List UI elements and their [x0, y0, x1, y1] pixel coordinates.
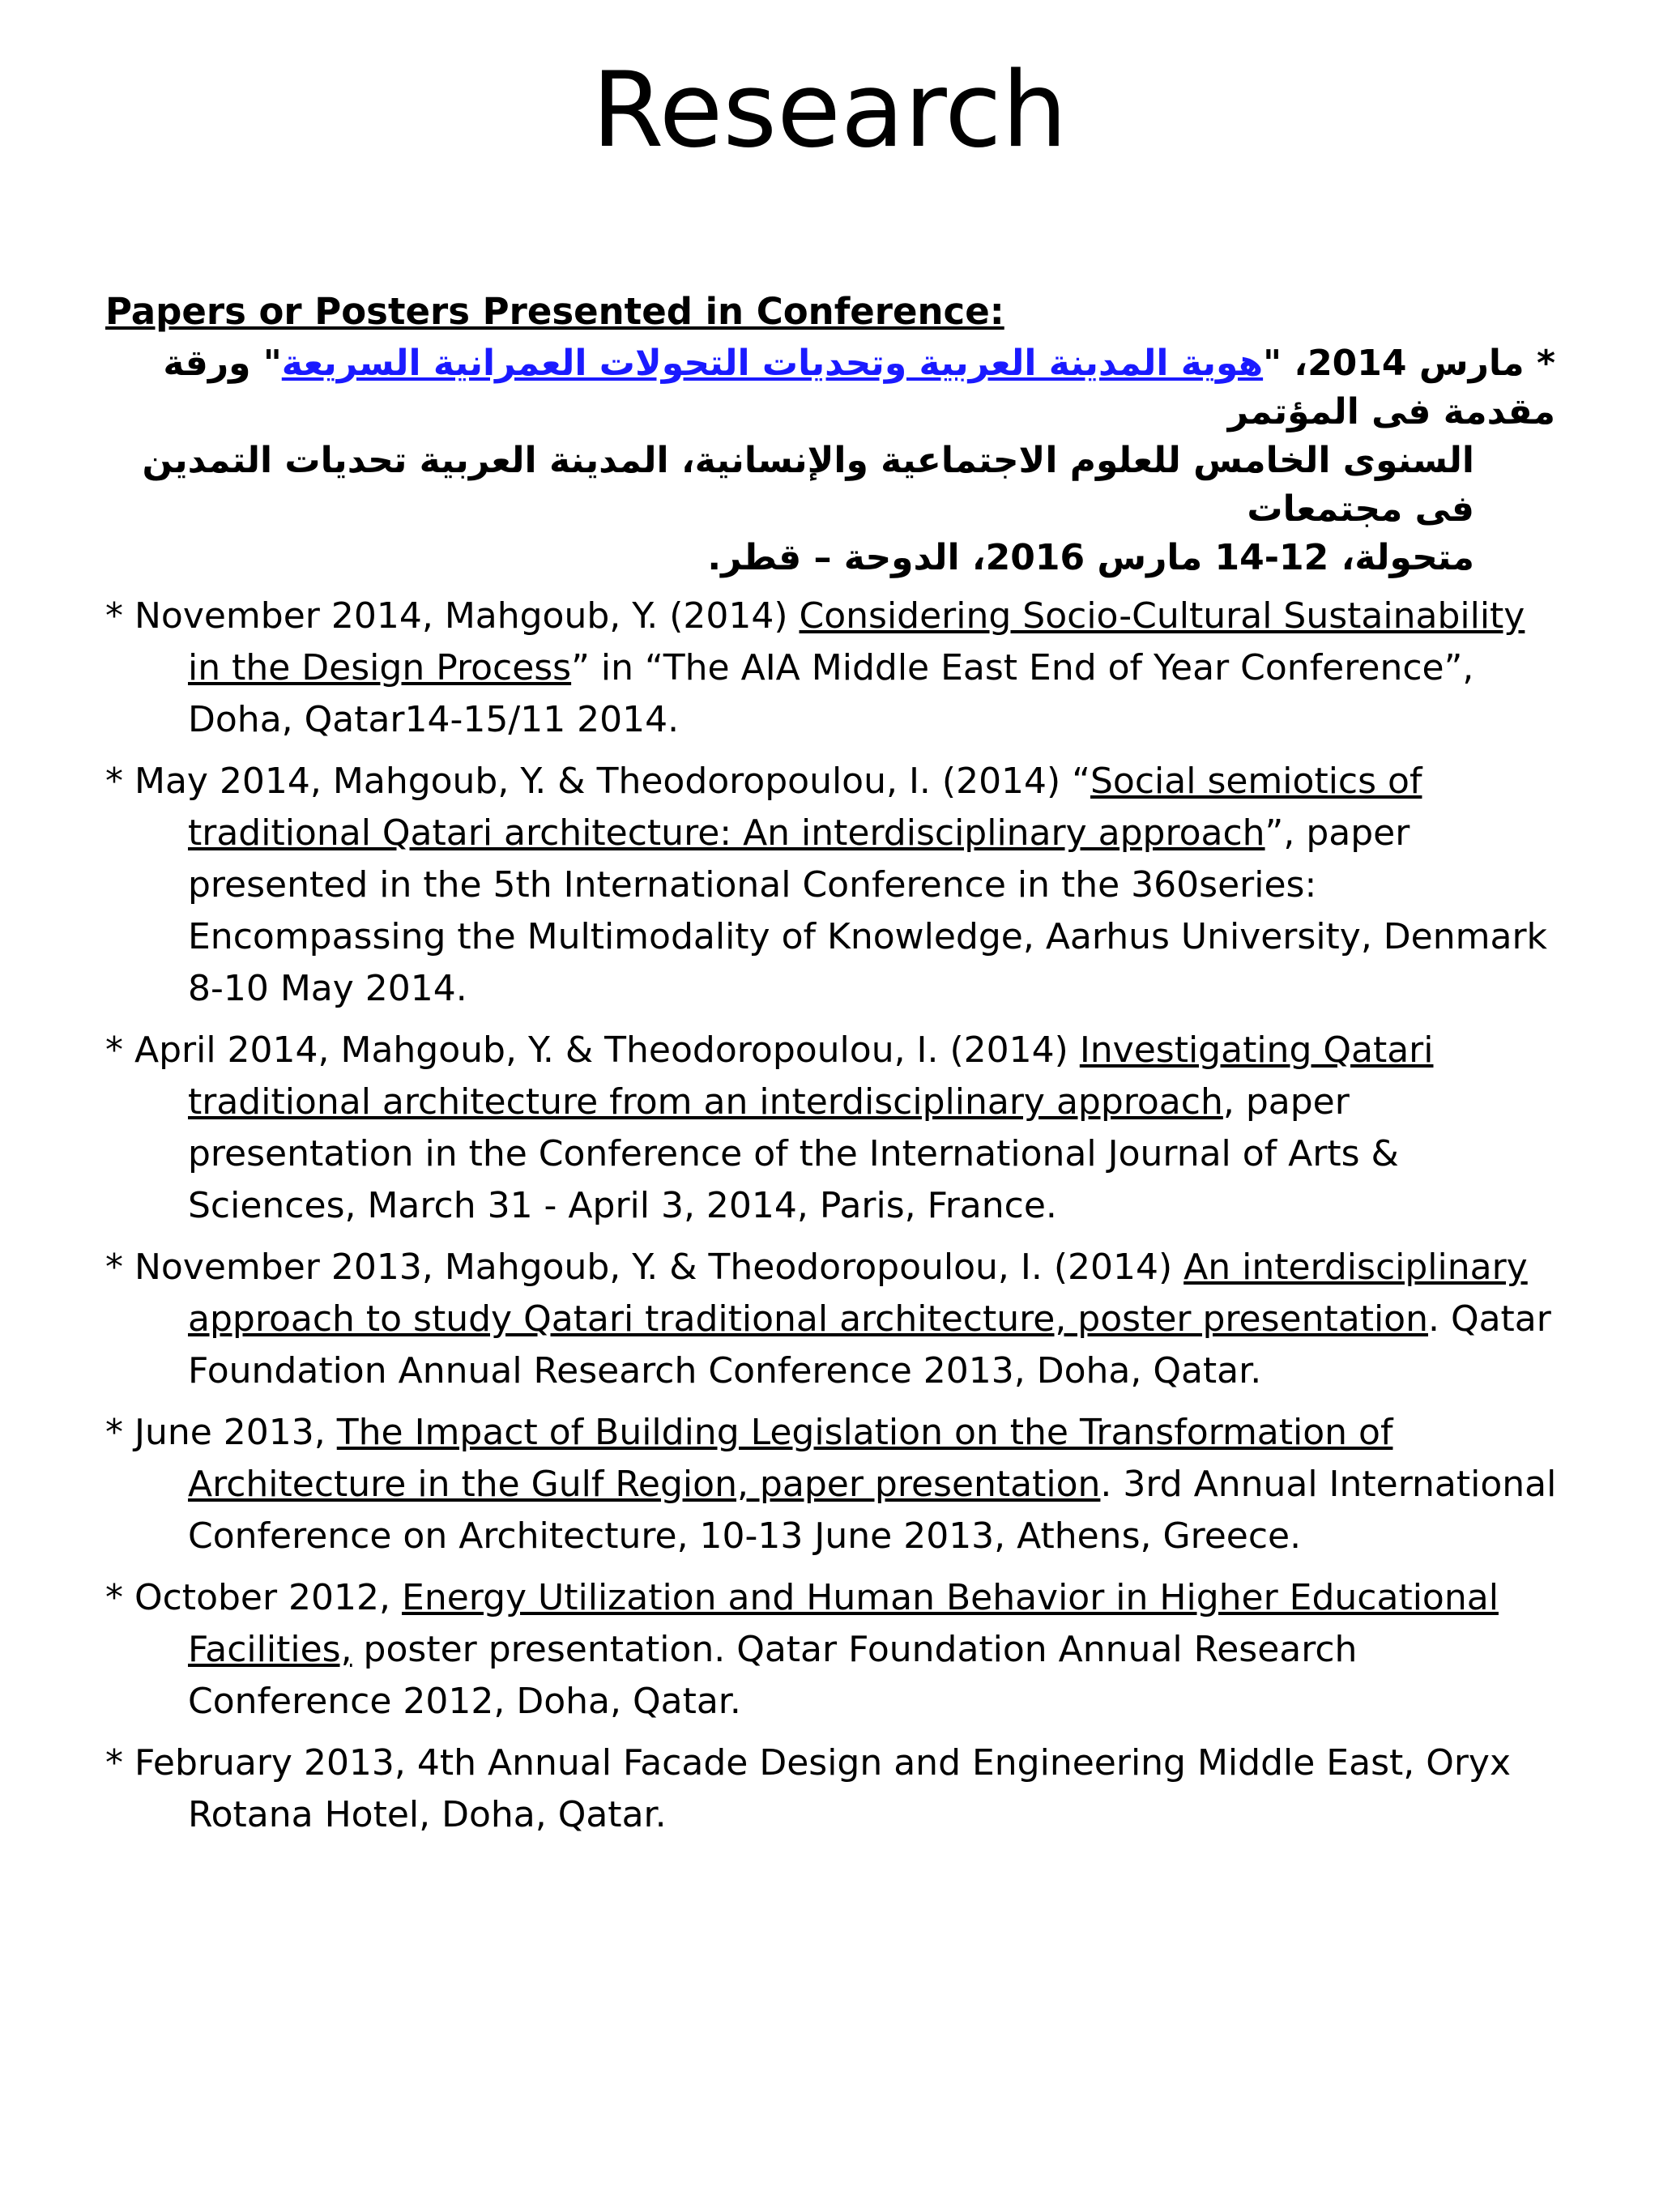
entry-title: An interdisciplinary approach to study Qatari traditional architecture, poster presentation: [188, 1247, 1528, 1340]
arabic-entry-line3: متحولة، 12-14 مارس 2016، الدوحة – قطر.: [707, 537, 1474, 578]
entry-text: * April 2014, Mahgoub, Y. & Theodoropoulou, I. (2014): [105, 1029, 1080, 1071]
section-heading: Papers or Posters Presented in Conference:: [105, 290, 1004, 333]
entry-text: . Qatar Foundation Annual Research Conference 2013, Doha, Qatar.: [188, 1298, 1551, 1392]
entry-title: Social semiotics of traditional Qatari architecture: An interdisciplinary approach: [188, 761, 1422, 854]
list-item: [105, 1025, 1563, 1232]
entry-text: * October 2012,: [105, 1577, 403, 1618]
arabic-entry-link[interactable]: هوية المدينة العربية وتحديات التحولات العمرانية السريعة: [281, 343, 1264, 384]
entry-text: ” in “The AIA Middle East End of Year Conference”, Doha, Qatar14-15/11 2014.: [188, 647, 1474, 740]
entry-text: ”, paper presented in the 5th International Conference in the 360series: Encompassing the Multimodality of Knowledge, Aarhus University, Denmark 8-10 May 2014.: [188, 812, 1548, 1009]
entry-text: * November 2013, Mahgoub, Y. & Theodoropoulou, I. (2014): [105, 1247, 1184, 1288]
entry-title: Energy Utilization and Human Behavior in Higher Educational Facilities,: [188, 1577, 1499, 1670]
entry-text: poster presentation. Qatar Foundation Annual Research Conference 2012, Doha, Qatar.: [188, 1629, 1358, 1722]
page-title: Research: [591, 50, 1068, 171]
entry-title: Investigating Qatari traditional architecture from an interdisciplinary approach: [188, 1029, 1434, 1123]
entry-text: * February 2013, 4th Annual Facade Design and Engineering Middle East, Oryx Rotana Hotel, Doha, Qatar.: [105, 1742, 1512, 1835]
list-item: [105, 1407, 1563, 1562]
arabic-entry-prefix: * مارس 2014، ": [1263, 343, 1555, 384]
list-item: [105, 1572, 1563, 1728]
arabic-entry-suffix: " ورقة مقدمة فى المؤتمر: [163, 343, 1555, 433]
arabic-entry: [105, 339, 1555, 582]
entry-title: The Impact of Building Legislation on the Transformation of Architecture in the Gulf Region, paper presentation: [188, 1412, 1393, 1505]
list-item: [105, 590, 1563, 746]
list-item: [105, 1242, 1563, 1397]
list-item: [105, 1737, 1563, 1841]
entry-text: * November 2014, Mahgoub, Y. (2014): [105, 595, 800, 637]
entry-text: . 3rd Annual International Conference on Architecture, 10-13 June 2013, Athens, Greece.: [188, 1464, 1557, 1557]
list-item: [105, 756, 1563, 1015]
entries-list: [105, 590, 1563, 1841]
entry-text: * June 2013,: [105, 1412, 337, 1453]
arabic-entry-line2: السنوى الخامس للعلوم الاجتماعية والإنسانية، المدينة العربية تحديات التمدين فى مجتمعات: [142, 440, 1474, 530]
research-content: [105, 288, 1563, 1851]
entry-title: Considering Socio-Cultural Sustainability in the Design Process: [188, 595, 1525, 688]
entry-text: , paper presentation in the Conference of the International Journal of Arts & Sciences, March 31 - April 3, 2014, Paris, France.: [188, 1081, 1399, 1226]
entry-text: * May 2014, Mahgoub, Y. & Theodoropoulou, I. (2014) “: [105, 761, 1090, 802]
